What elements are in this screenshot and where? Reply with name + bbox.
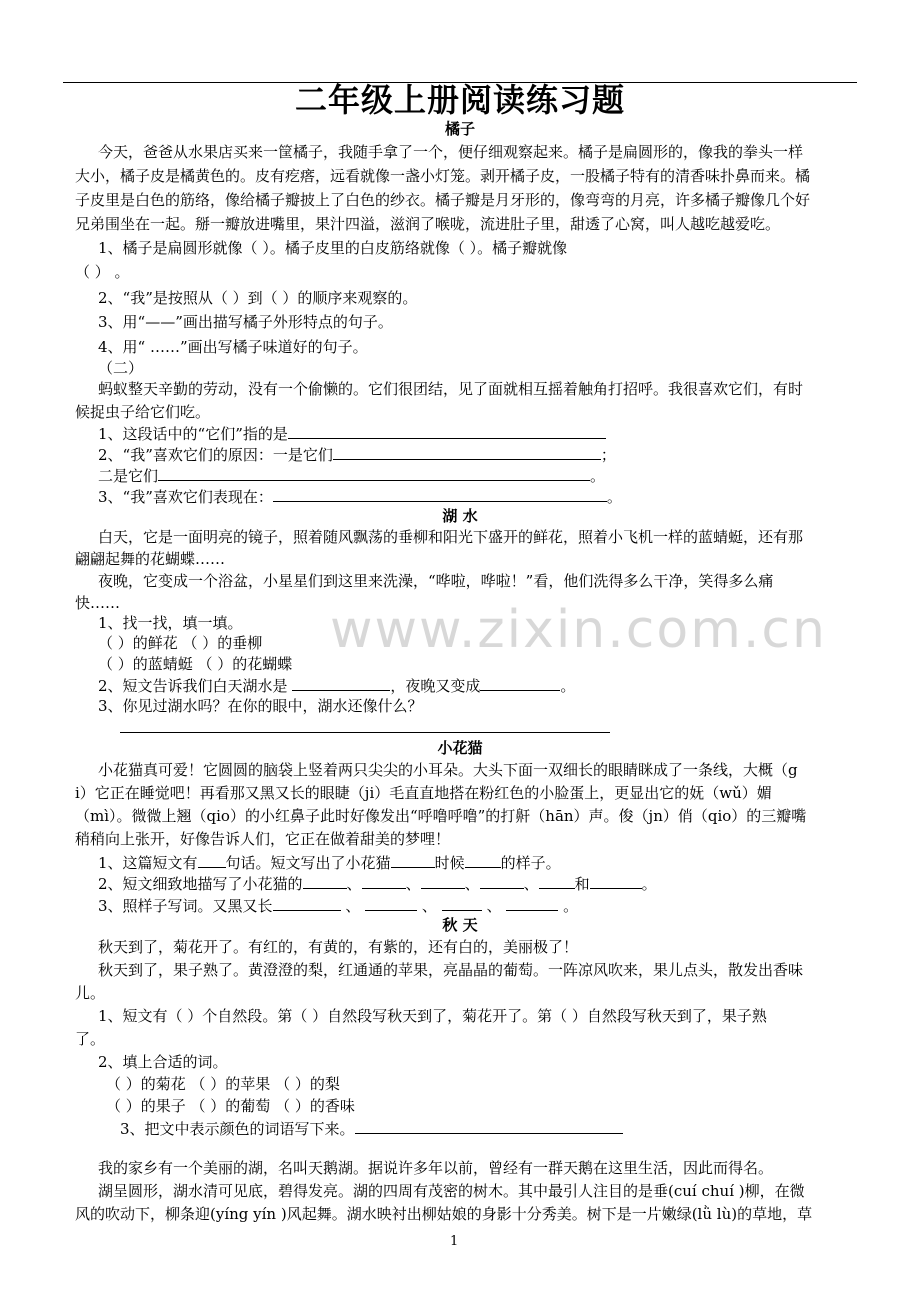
answer-blank[interactable] xyxy=(365,894,417,911)
passage-line: 我的家乡有一个美丽的湖，名叫天鹅湖。据说许多年以前，曾经有一群天鹅在这里生活，因此而得名。 xyxy=(98,1159,774,1177)
answer-blank[interactable] xyxy=(442,894,482,911)
question: 2、填上合适的词。 xyxy=(98,1053,228,1071)
question: 1、找一找，填一填。 xyxy=(98,614,243,632)
separator: 、 xyxy=(421,897,437,915)
question: 3、用“——”画出描写橘子外形特点的句子。 xyxy=(98,313,393,331)
question xyxy=(98,443,616,466)
question-text: 2、短文细致地描写了小花猫的 xyxy=(98,875,303,893)
question xyxy=(98,674,575,697)
separator: 、 xyxy=(486,897,502,915)
passage-line: 今天，爸爸从水果店买来一筐橘子，我随手拿了一个，便仔细观察起来。橘子是扁圆形的，像我的拳头一样 xyxy=(98,143,804,161)
page-number: 1 xyxy=(450,1234,459,1249)
question-text: 3、照样子写词。又黑又长 xyxy=(98,897,273,915)
question xyxy=(98,464,605,487)
question-continued: 了。 xyxy=(75,1030,106,1048)
passage-line: 翩翩起舞的花蝴蝶…… xyxy=(75,550,226,568)
answer-blank[interactable] xyxy=(506,894,558,911)
question-text: 3、“我”喜欢它们表现在： xyxy=(98,488,273,506)
passage-line: 兄弟围坐在一起。掰一瓣放进嘴里，果汁四溢，滋润了喉咙，流进肚子里，甜透了心窝，叫人越吃越爱吃。 xyxy=(75,215,781,233)
passage-line: 夜晚，它变成一个浴盆，小星星们到这里来洗澡，“哗啦，哗啦！”看，他们洗得多么干净，笑得多么痛 xyxy=(98,572,774,590)
answer-blank[interactable] xyxy=(303,872,347,889)
question: 3、你见过湖水吗？在你的眼中，湖水还像什么？ xyxy=(98,697,423,715)
fill-row: （ ）的蓝蜻蜓 （ ）的花蝴蝶 xyxy=(98,655,293,673)
separator: 、 xyxy=(464,875,480,893)
passage-line: 快…… xyxy=(75,594,121,612)
punctuation: 。 xyxy=(563,897,579,915)
answer-blank[interactable] xyxy=(158,464,590,481)
question xyxy=(98,851,561,874)
separator: 、 xyxy=(405,875,421,893)
fill-row: （ ）的果子 （ ）的葡萄 （ ）的香味 xyxy=(106,1097,355,1115)
question-text: 2、“我”喜欢它们的原因：一是它们 xyxy=(98,446,333,464)
answer-blank[interactable] xyxy=(539,872,575,889)
passage-line: 儿。 xyxy=(75,984,106,1002)
question-text: 二是它们 xyxy=(98,467,159,485)
question-continued: （ ） 。 xyxy=(75,263,130,281)
answer-blank[interactable] xyxy=(421,872,465,889)
answer-blank[interactable] xyxy=(198,851,226,868)
answer-blank[interactable] xyxy=(333,443,601,460)
page-title: 二年级上册阅读练习题 xyxy=(294,81,625,119)
question-text: 时候 xyxy=(434,854,465,872)
section-heading-lake: 湖 水 xyxy=(442,507,478,525)
question-text: 1、这篇短文有 xyxy=(98,854,198,872)
passage-line: 蚂蚁整天辛勤的劳动，没有一个偷懒的。它们很团结，见了面就相互摇着触角打招呼。我很喜欢它们，有时 xyxy=(98,380,804,398)
punctuation: 。 xyxy=(641,875,657,893)
question-text: ，夜晚又变成 xyxy=(390,677,481,695)
punctuation: 。 xyxy=(606,488,622,506)
passage-line: （mì）。微微上翘（qio）的小红鼻子此时好像发出“呼噜呼噜”的打鼾（hān）声。俊（jn）俏（qio）的三瓣嘴 xyxy=(75,807,807,825)
passage-line: 稍稍向上张开，好像告诉人们，它正在做着甜美的梦哩！ xyxy=(75,830,451,848)
answer-blank[interactable] xyxy=(465,851,501,868)
passage-line: 秋天到了，果子熟了。黄澄澄的梨，红通通的苹果，亮晶晶的葡萄。一阵凉风吹来，果儿点头，散发出香味 xyxy=(98,961,804,979)
answer-blank[interactable] xyxy=(288,422,606,439)
watermark: www.zixin.com.cn xyxy=(330,600,827,660)
passage-line: 候捉虫子给它们吃。 xyxy=(75,403,211,421)
passage-line: 风的吹动下，柳条迎(yíng yín )风起舞。湖水映衬出柳姑娘的身影十分秀美。树下是一片嫩绿(lǜ lù)的草地，草 xyxy=(75,1205,813,1223)
passage-line: i）它正在睡觉吧！再看那又黑又长的眼睫（ji）毛直直地搭在粉红色的小脸蛋上，更显出它的妩（wǔ）媚 xyxy=(75,784,772,802)
passage-line: 小花猫真可爱！它圆圆的脑袋上竖着两只尖尖的小耳朵。大头下面一双细长的眼睛眯成了一条线，大概（g xyxy=(98,761,798,779)
section-heading-orange: 橘子 xyxy=(444,120,475,138)
punctuation: ； xyxy=(600,446,616,464)
question xyxy=(98,422,606,445)
separator: 、 xyxy=(346,875,362,893)
passage-line: 秋天到了，菊花开了。有红的，有黄的，有紫的，还有白的，美丽极了！ xyxy=(98,938,579,956)
answer-blank[interactable] xyxy=(590,872,642,889)
punctuation: 。 xyxy=(590,467,606,485)
fill-row: （ ）的菊花 （ ）的苹果 （ ）的梨 xyxy=(106,1075,340,1093)
answer-blank[interactable] xyxy=(480,674,560,691)
passage-line: 湖呈圆形，湖水清可见底，碧得发亮。湖的四周有茂密的树木。其中最引人注目的是垂(cuí chuí )柳，在微 xyxy=(98,1182,805,1200)
section-heading-autumn: 秋 天 xyxy=(442,916,478,934)
answer-blank[interactable] xyxy=(120,716,610,733)
fill-row: （ ）的鲜花 （ ）的垂柳 xyxy=(98,634,263,652)
answer-blank[interactable] xyxy=(292,674,390,691)
question-text: 的样子。 xyxy=(500,854,561,872)
answer-blank[interactable] xyxy=(480,872,524,889)
punctuation: 。 xyxy=(560,677,576,695)
question-text: 句话。短文写出了小花猫 xyxy=(225,854,391,872)
question: 1、短文有（ ）个自然段。第（ ）自然段写秋天到了，菊花开了。第（ ）自然段写秋天到了，果子熟 xyxy=(98,1007,767,1025)
question xyxy=(120,1117,623,1140)
question-text: 3、把文中表示颜色的词语写下来。 xyxy=(120,1120,355,1138)
question xyxy=(98,872,657,895)
passage-line: 子皮里是白色的筋络，像给橘子瓣披上了白色的纱衣。橘子瓣是月牙形的，像弯弯的月亮，许多橘子瓣像几个好 xyxy=(75,191,811,209)
passage-line: 大小，橘子皮是橘黄色的。皮有疙瘩，远看就像一盏小灯笼。剥开橘子皮，一股橘子特有的清香味扑鼻而来。橘 xyxy=(75,167,811,185)
answer-line[interactable] xyxy=(120,716,610,739)
separator: 、 xyxy=(345,897,361,915)
separator: 、 xyxy=(523,875,539,893)
answer-blank[interactable] xyxy=(355,1117,623,1134)
question: 4、用“ ……”画出写橘子味道好的句子。 xyxy=(98,338,368,356)
question: 2、“我”是按照从（ ）到（ ）的顺序来观察的。 xyxy=(98,289,418,307)
answer-blank[interactable] xyxy=(362,872,406,889)
section-heading-cat: 小花猫 xyxy=(437,739,483,757)
conjunction: 和 xyxy=(574,875,590,893)
answer-blank[interactable] xyxy=(273,894,341,911)
question: 1、橘子是扁圆形就像（ ）。橘子皮里的白皮筋络就像（ ）。橘子瓣就像 xyxy=(98,239,568,257)
question-text: 1、这段话中的“它们”指的是 xyxy=(98,425,288,443)
answer-blank[interactable] xyxy=(273,485,607,502)
answer-blank[interactable] xyxy=(391,851,435,868)
question-text: 2、短文告诉我们白天湖水是 xyxy=(98,677,288,695)
section-heading-two: （二） xyxy=(98,359,144,377)
passage-line: 白天，它是一面明亮的镜子，照着随风飘荡的垂柳和阳光下盛开的鲜花，照着小飞机一样的蓝蜻蜓，还有那 xyxy=(98,528,804,546)
